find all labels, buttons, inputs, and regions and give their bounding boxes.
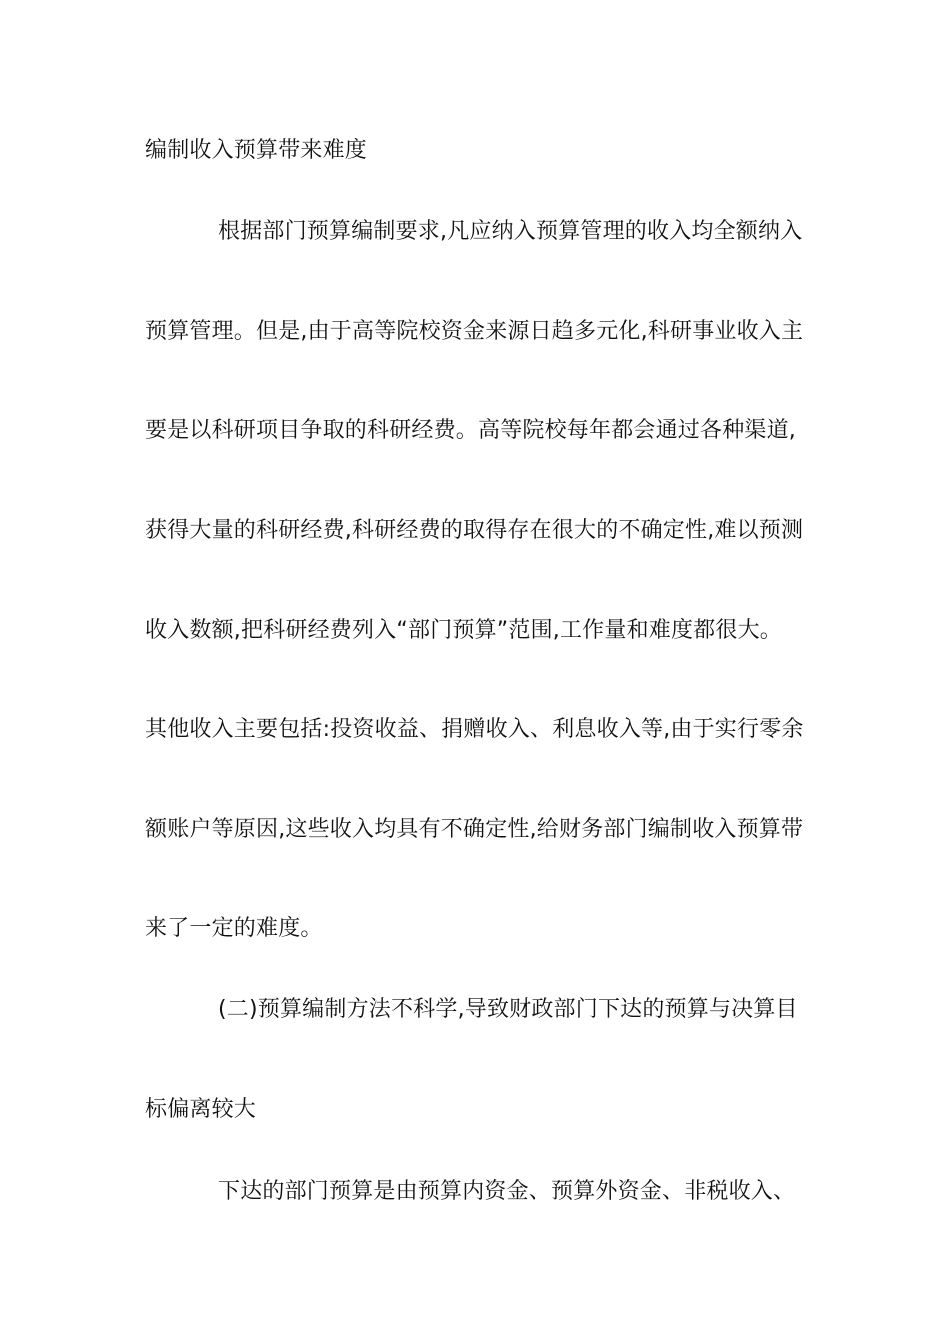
section-heading-line: 标偏离较大 bbox=[145, 1097, 257, 1122]
text-line: 预算管理。但是,由于高等院校资金来源日趋多元化,科研事业收入主 bbox=[145, 319, 804, 344]
paragraph-first-line: 下达的部门预算是由预算内资金、预算外资金、非税收入、 bbox=[218, 1179, 796, 1204]
text-line: 额账户等原因,这些收入均具有不确定性,给财务部门编制收入预算带 bbox=[145, 817, 804, 842]
paragraph-first-line: 根据部门预算编制要求,凡应纳入预算管理的收入均全额纳入 bbox=[218, 219, 803, 244]
text-line: 要是以科研项目争取的科研经费。高等院校每年都会通过各种渠道, bbox=[145, 418, 796, 443]
text-line: 其他收入主要包括:投资收益、捐赠收入、利息收入等,由于实行零余 bbox=[145, 717, 804, 742]
text-line: 获得大量的科研经费,科研经费的取得存在很大的不确定性,难以预测 bbox=[145, 518, 804, 543]
text-line: 来了一定的难度。 bbox=[145, 916, 323, 941]
text-line: 编制收入预算带来难度 bbox=[145, 138, 368, 163]
text-line: 收入数额,把科研经费列入“部门预算”范围,工作量和难度都很大。 bbox=[145, 618, 782, 643]
section-heading-line: (二)预算编制方法不科学,导致财政部门下达的预算与决算目 bbox=[218, 997, 798, 1022]
